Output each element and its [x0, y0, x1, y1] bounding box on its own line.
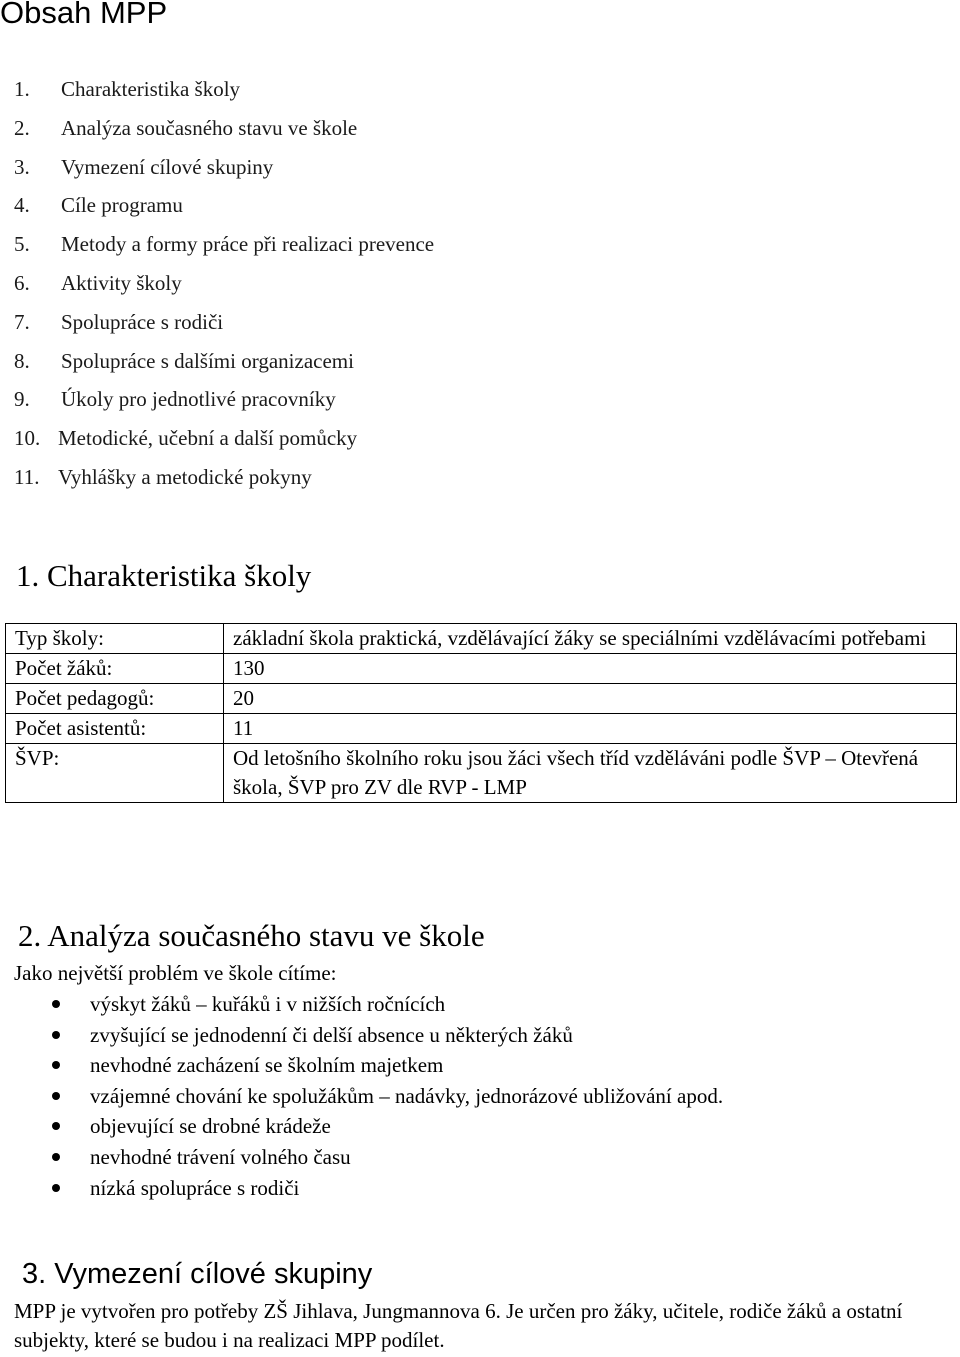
section2-heading: 2. Analýza současného stavu ve škole [18, 918, 485, 953]
page-title: Obsah MPP [0, 0, 168, 30]
toc-item: 3. Vymezení cílové skupiny [14, 154, 274, 179]
school-info-table [5, 623, 957, 803]
info-value: Od letošního školního roku jsou žáci všech tříd vzděláváni podle ŠVP – Otevřená škola, ŠVP pro ZV dle RVP - LMP [224, 744, 957, 803]
section1-heading: 1. Charakteristika školy [16, 558, 312, 593]
toc-item: 2. Analýza současného stavu ve škole [14, 115, 358, 140]
info-value: 11 [224, 714, 957, 744]
bullet-icon [52, 1153, 60, 1161]
section3-heading: 3. Vymezení cílové skupiny [22, 1258, 373, 1290]
toc-item: 6. Aktivity školy [14, 270, 182, 295]
list-item: zvyšující se jednodenní či delší absence u některých žáků [0, 1020, 723, 1051]
list-item: nevhodné trávení volného času [0, 1142, 723, 1173]
table-of-contents [14, 70, 434, 497]
info-key: Počet asistentů: [6, 714, 224, 744]
info-value: 130 [224, 654, 957, 684]
list-item: nízká spolupráce s rodiči [0, 1173, 723, 1204]
bullet-icon [52, 1031, 60, 1039]
table-row [6, 684, 957, 714]
toc-item: 9. Úkoly pro jednotlivé pracovníky [14, 387, 336, 412]
info-key: ŠVP: [6, 744, 224, 803]
section3-text: MPP je vytvořen pro potřeby ZŠ Jihlava, Jungmannova 6. Je určen pro žáky, učitele, rodiče žáků a ostatní subjekty, které se budou i na realizaci MPP podílet. [14, 1299, 903, 1352]
list-item: vzájemné chování ke spolužákům – nadávky, jednorázové ubližování apod. [0, 1081, 723, 1112]
table-row [6, 744, 957, 803]
toc-item: 7. Spolupráce s rodiči [14, 309, 224, 334]
info-key: Počet pedagogů: [6, 684, 224, 714]
list-item: nevhodné zacházení se školním majetkem [0, 1050, 723, 1081]
bullet-icon [52, 1184, 60, 1192]
info-value: základní škola praktická, vzdělávající žáky se speciálními vzdělávacími potřebami [224, 624, 957, 654]
toc-item: 8. Spolupráce s dalšími organizacemi [14, 348, 354, 373]
bullet-icon [52, 1122, 60, 1130]
section2-intro: Jako největší problém ve škole cítíme: [14, 961, 337, 985]
info-key: Typ školy: [6, 624, 224, 654]
bullet-icon [52, 1000, 60, 1008]
toc-item: 4. Cíle programu [14, 193, 183, 218]
toc-item: 5. Metody a formy práce při realizaci prevence [14, 232, 435, 257]
table-row [6, 714, 957, 744]
bullet-icon [52, 1092, 60, 1100]
toc-item: 10. Metodické, učební a další pomůcky [14, 426, 358, 451]
list-item: výskyt žáků – kuřáků i v nižších ročnících [0, 989, 723, 1020]
list-item: objevující se drobné krádeže [0, 1111, 723, 1142]
info-value: 20 [224, 684, 957, 714]
toc-item: 11. Vyhlášky a metodické pokyny [14, 464, 312, 489]
toc-item: 1. Charakteristika školy [14, 77, 241, 101]
bullet-icon [52, 1061, 60, 1069]
table-row [6, 654, 957, 684]
table-row [6, 624, 957, 654]
problem-list [0, 989, 723, 1203]
info-key: Počet žáků: [6, 654, 224, 684]
